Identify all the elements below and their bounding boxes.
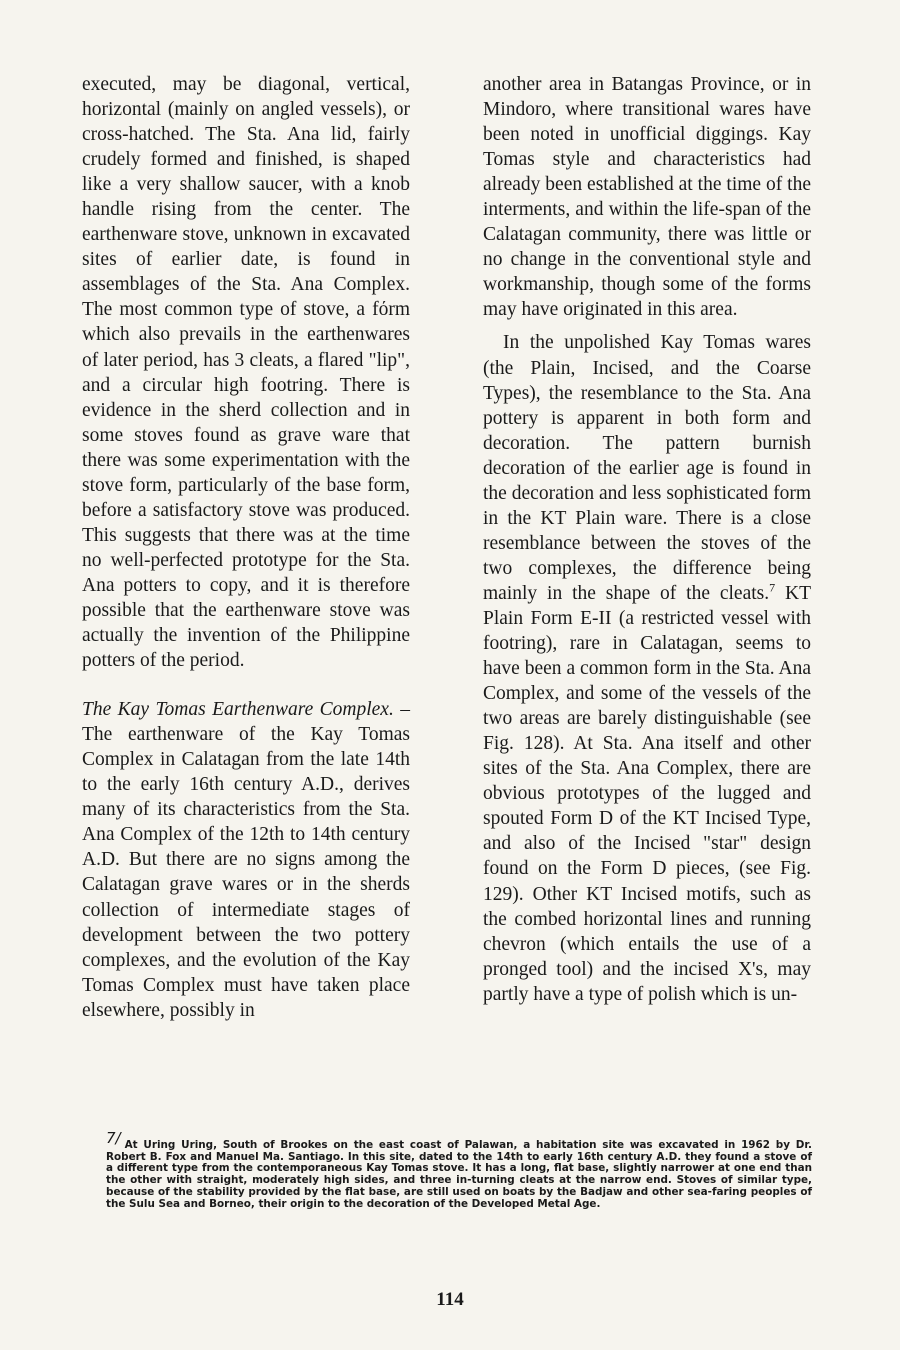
footnote-text: At Uring Uring, South of Brookes on the east coast of Palawan, a habitation site was excavated in 1962 by Dr. Robert B. Fox and Manuel Ma. Santiago. In this site, dated to the 14th to early 16th century A.D. they found a stove of a different type from the contemporaneous Kay Tomas stove. It has a long, flat base, slightly narrower at one end than the other with straight, moderately high sides, and three in-turning cleats at the narrow end. Stoves of similar type, because of the stability provided by the flat base, are still used on boats by the Badjaw and other sea-faring peoples of the Sulu Sea and Borneo, their origin to the decoration of the Developed Metal Age. [106,1139,812,1210]
body-paragraph [483,330,811,1006]
body-paragraph: another area in Batangas Province, or in Mindoro, where transitional wares have been noted in unofficial diggings. Kay Tomas style and characteristics had already been established at the time of the interments, and within the life-span of the Calatagan community, there was little or no change in the conventional style and workmanship, though some of the forms may have originated in this area. [483,74,811,321]
footnote-marker: 7/ [106,1129,121,1147]
body-text: In the unpolished Kay Tomas wares (the Plain, Incised, and the Coarse Types), the resemblance to the Sta. Ana pottery is apparent in both form and decoration. The pattern burnish decoration of the earlier age is found in the decoration and less sophisticated form in the KT Plain ware. There is a close resemblance between the stoves of the two complexes, the difference being mainly in the shape of the cleats. [483,332,811,604]
section-paragraph [82,697,410,1023]
footnote [106,1129,812,1210]
footnote-reference: 7 [769,580,776,595]
body-paragraph: executed, may be diagonal, vertical, horizontal (mainly on angled vessels), or cross-hatched. The Sta. Ana lid, fairly crudely formed and finished, is shaped like a very shallow saucer, with a knob handle rising from the center. The earthenware stove, unknown in excavated sites of earlier date, is found in assemblages of the Sta. Ana Complex. The most common type of stove, a fόrm which also prevails in the earthenwares of later period, has 3 cleats, a flared "lip", and a circular high footring. There is evidence in the sherd collection and in some stoves found as grave ware that there was some experimentation with the stove form, particularly of the base form, before a satisfactory stove was produced. This suggests that there was at the time no well-perfected prototype for the Sta. Ana potters to copy, and it is therefore possible that the earthenware stove was actually the invention of the Philippine potters of the period. [82,74,410,672]
left-column [82,72,410,1023]
right-column [483,72,811,1007]
section-body: – The earthenware of the Kay Tomas Complex in Calatagan from the late 14th to the early 16th century A.D., derives many of its characteristics from the Sta. Ana Complex of the 12th to 14th century A.D. But there are no signs among the Calatagan grave wares or in the sherds collection of intermediate stages of development between the two pottery complexes, and the evolution of the Kay Tomas Complex must have taken place elsewhere, possibly in [82,699,410,1021]
page-number: 114 [436,1289,464,1310]
section-heading: The Kay Tomas Earthenware Complex. [82,699,394,721]
body-text: KT Plain Form E-II (a restricted vessel with footring), rare in Calatagan, seems to have been a common form in the Sta. Ana Complex, and some of the vessels of the two areas are barely distinguishable (see Fig. 128). At Sta. Ana itself and other sites of the Sta. Ana Complex, there are obvious prototypes of the lugged and spouted Form D of the KT Incised Type, and also of the Incised "star" design found on the Form D pieces, (see Fig. 129). Other KT Incised motifs, such as the combed horizontal lines and running chevron (which entails the use of a pronged tool) and the incised X's, may partly have a type of polish which is un- [483,582,811,1005]
